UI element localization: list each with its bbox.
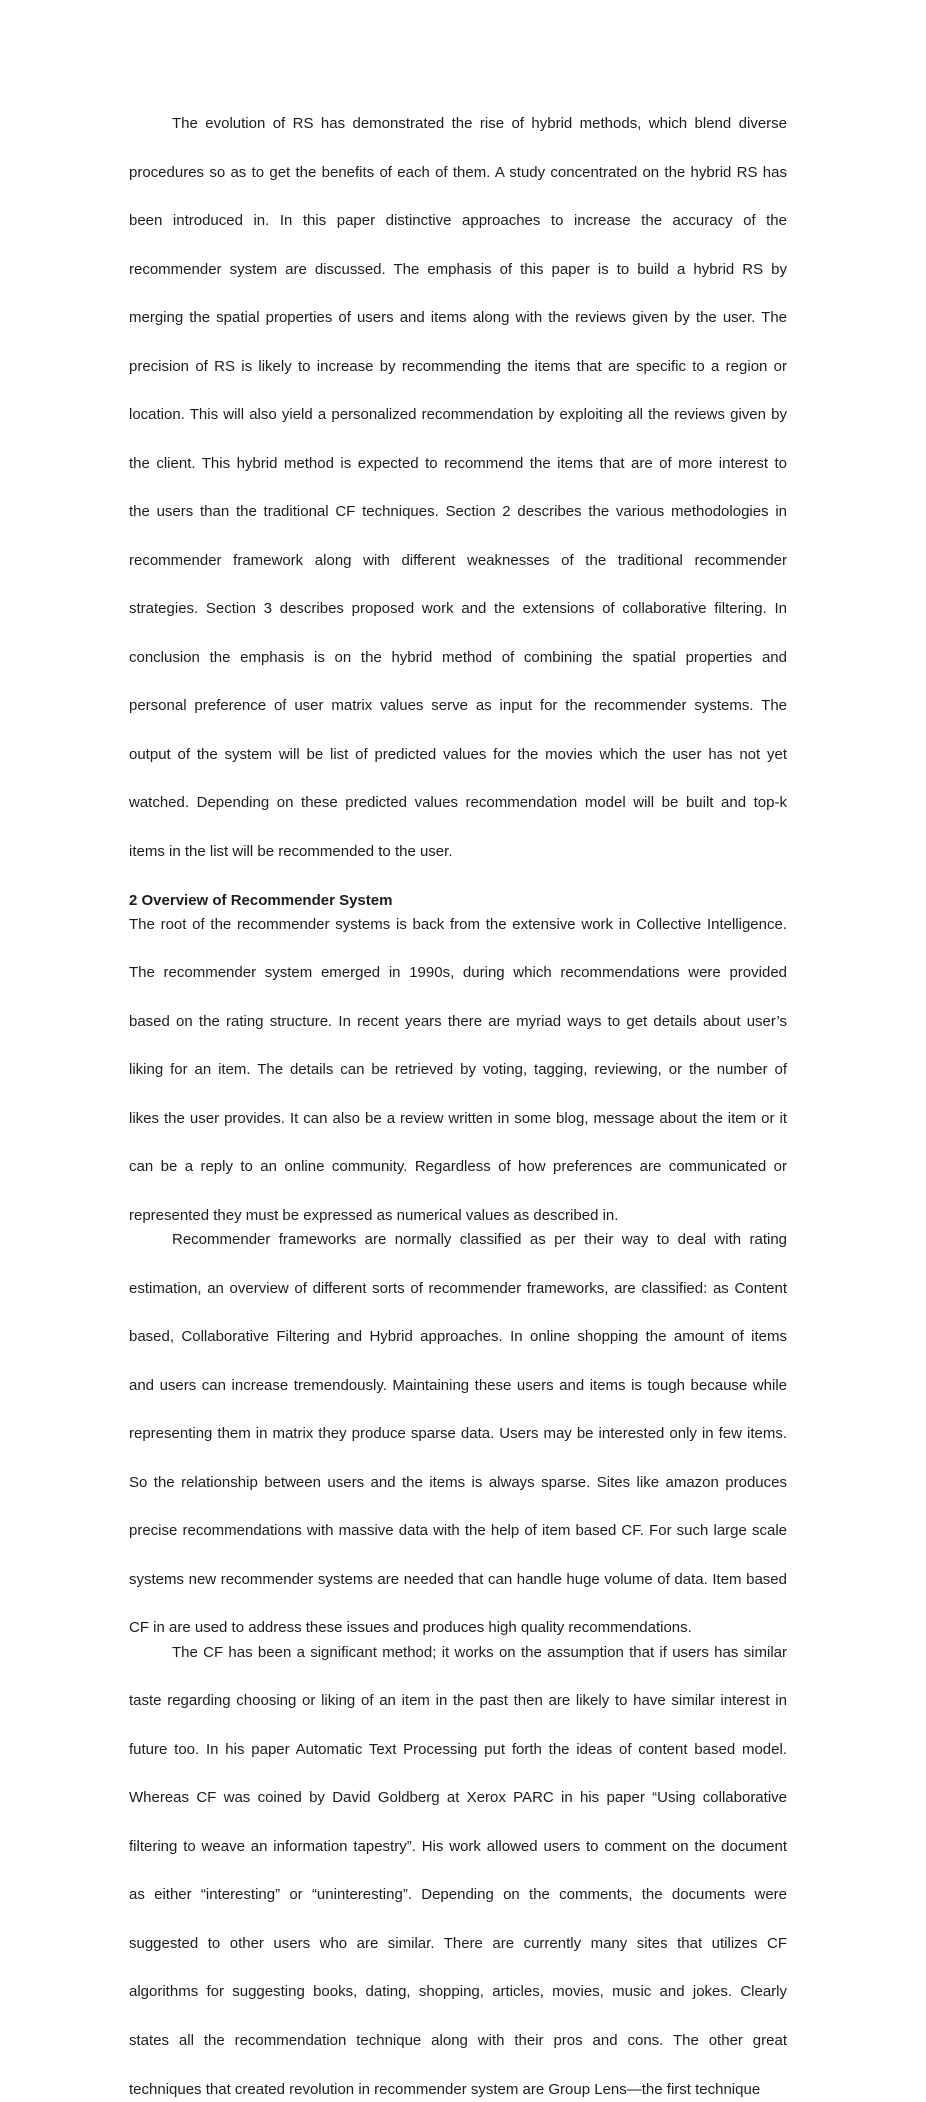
paragraph-intro-hybrid [129,112,787,864]
text-line: The CF has been a significant method; it works on the assumption that if users has similar [172,1643,787,1661]
paragraph-frameworks [129,1228,787,1641]
text-line: estimation, an overview of different sorts of recommender frameworks, are classified: as Content [129,1279,787,1297]
text-line: and users can increase tremendously. Maintaining these users and items is tough because while [129,1376,787,1394]
text-line: conclusion the emphasis is on the hybrid method of combining the spatial properties and [129,648,787,666]
text-line: The recommender system emerged in 1990s, during which recommendations were provided [129,964,787,982]
text-block [129,112,787,2102]
text-line: location. This will also yield a personalized recommendation by exploiting all the reviews given by [129,406,787,424]
text-line: the users than the traditional CF techniques. Section 2 describes the various methodologies in [129,503,787,521]
text-line: techniques that created revolution in recommender system are Group Lens—the first technique [129,2080,761,2098]
text-line: suggested to other users who are similar. There are currently many sites that utilizes CF [129,1934,787,1952]
text-line: recommender system are discussed. The emphasis of this paper is to build a hybrid RS by [129,260,787,278]
text-line: as either “interesting” or “uninteresting”. Depending on the comments, the documents were [129,1886,787,1904]
text-line: The evolution of RS has demonstrated the rise of hybrid methods, which blend diverse [172,115,787,132]
text-line: future too. In his paper Automatic Text Processing put forth the ideas of content based model. [129,1740,787,1758]
text-line: output of the system will be list of predicted values for the movies which the user has not yet [129,745,787,763]
text-line: recommender framework along with different weaknesses of the traditional recommender [129,551,787,569]
text-line: Recommender frameworks are normally classified as per their way to deal with rating [172,1231,787,1249]
paragraph-cf-history [129,1641,787,2102]
text-line: strategies. Section 3 describes proposed work and the extensions of collaborative filtering. In [129,600,787,618]
text-line: precision of RS is likely to increase by recommending the items that are specific to a region or [129,357,787,375]
text-line: based, Collaborative Filtering and Hybrid approaches. In online shopping the amount of items [129,1328,787,1346]
text-line: representing them in matrix they produce sparse data. Users may be interested only in few items. [129,1425,787,1443]
text-line: the client. This hybrid method is expected to recommend the items that are of more interest to [129,454,787,472]
section-heading: 2 Overview of Recommender System [129,891,393,909]
text-line: liking for an item. The details can be retrieved by voting, tagging, reviewing, or the number of [129,1061,787,1079]
text-line: can be a reply to an online community. Regardless of how preferences are communicated or [129,1158,787,1176]
text-line: watched. Depending on these predicted values recommendation model will be built and top-k [129,794,787,812]
text-line: systems new recommender systems are needed that can handle huge volume of data. Item based [129,1570,787,1588]
text-line: Whereas CF was coined by David Goldberg at Xerox PARC in his paper “Using collaborative [129,1789,787,1807]
text-line: based on the rating structure. In recent years there are myriad ways to get details about user’s [129,1012,787,1030]
text-line: procedures so as to get the benefits of each of them. A study concentrated on the hybrid RS has [129,163,787,181]
text-line: merging the spatial properties of users and items along with the reviews given by the user. The [129,309,787,327]
text-line: personal preference of user matrix values serve as input for the recommender systems. The [129,697,787,715]
text-line: So the relationship between users and the items is always sparse. Sites like amazon produces [129,1473,787,1491]
text-line: represented they must be expressed as numerical values as described in. [129,1206,619,1224]
text-line: algorithms for suggesting books, dating, shopping, articles, movies, music and jokes. Clearly [129,1983,787,2001]
text-line: been introduced in. In this paper distinctive approaches to increase the accuracy of the [129,212,787,230]
text-line: filtering to weave an information tapestry”. His work allowed users to comment on the document [129,1837,787,1855]
text-line: items in the list will be recommended to the user. [129,842,453,860]
paragraph-overview [129,913,787,1228]
text-line: states all the recommendation technique along with their pros and cons. The other great [129,2031,787,2049]
text-line: CF in are used to address these issues and produces high quality recommendations. [129,1619,692,1637]
text-line: precise recommendations with massive data with the help of item based CF. For such large scale [129,1522,787,1540]
text-line: taste regarding choosing or liking of an item in the past then are likely to have similar interest in [129,1692,787,1710]
text-line: The root of the recommender systems is back from the extensive work in Collective Intelligence. [129,915,787,933]
text-line: likes the user provides. It can also be a review written in some blog, message about the item or it [129,1109,787,1127]
